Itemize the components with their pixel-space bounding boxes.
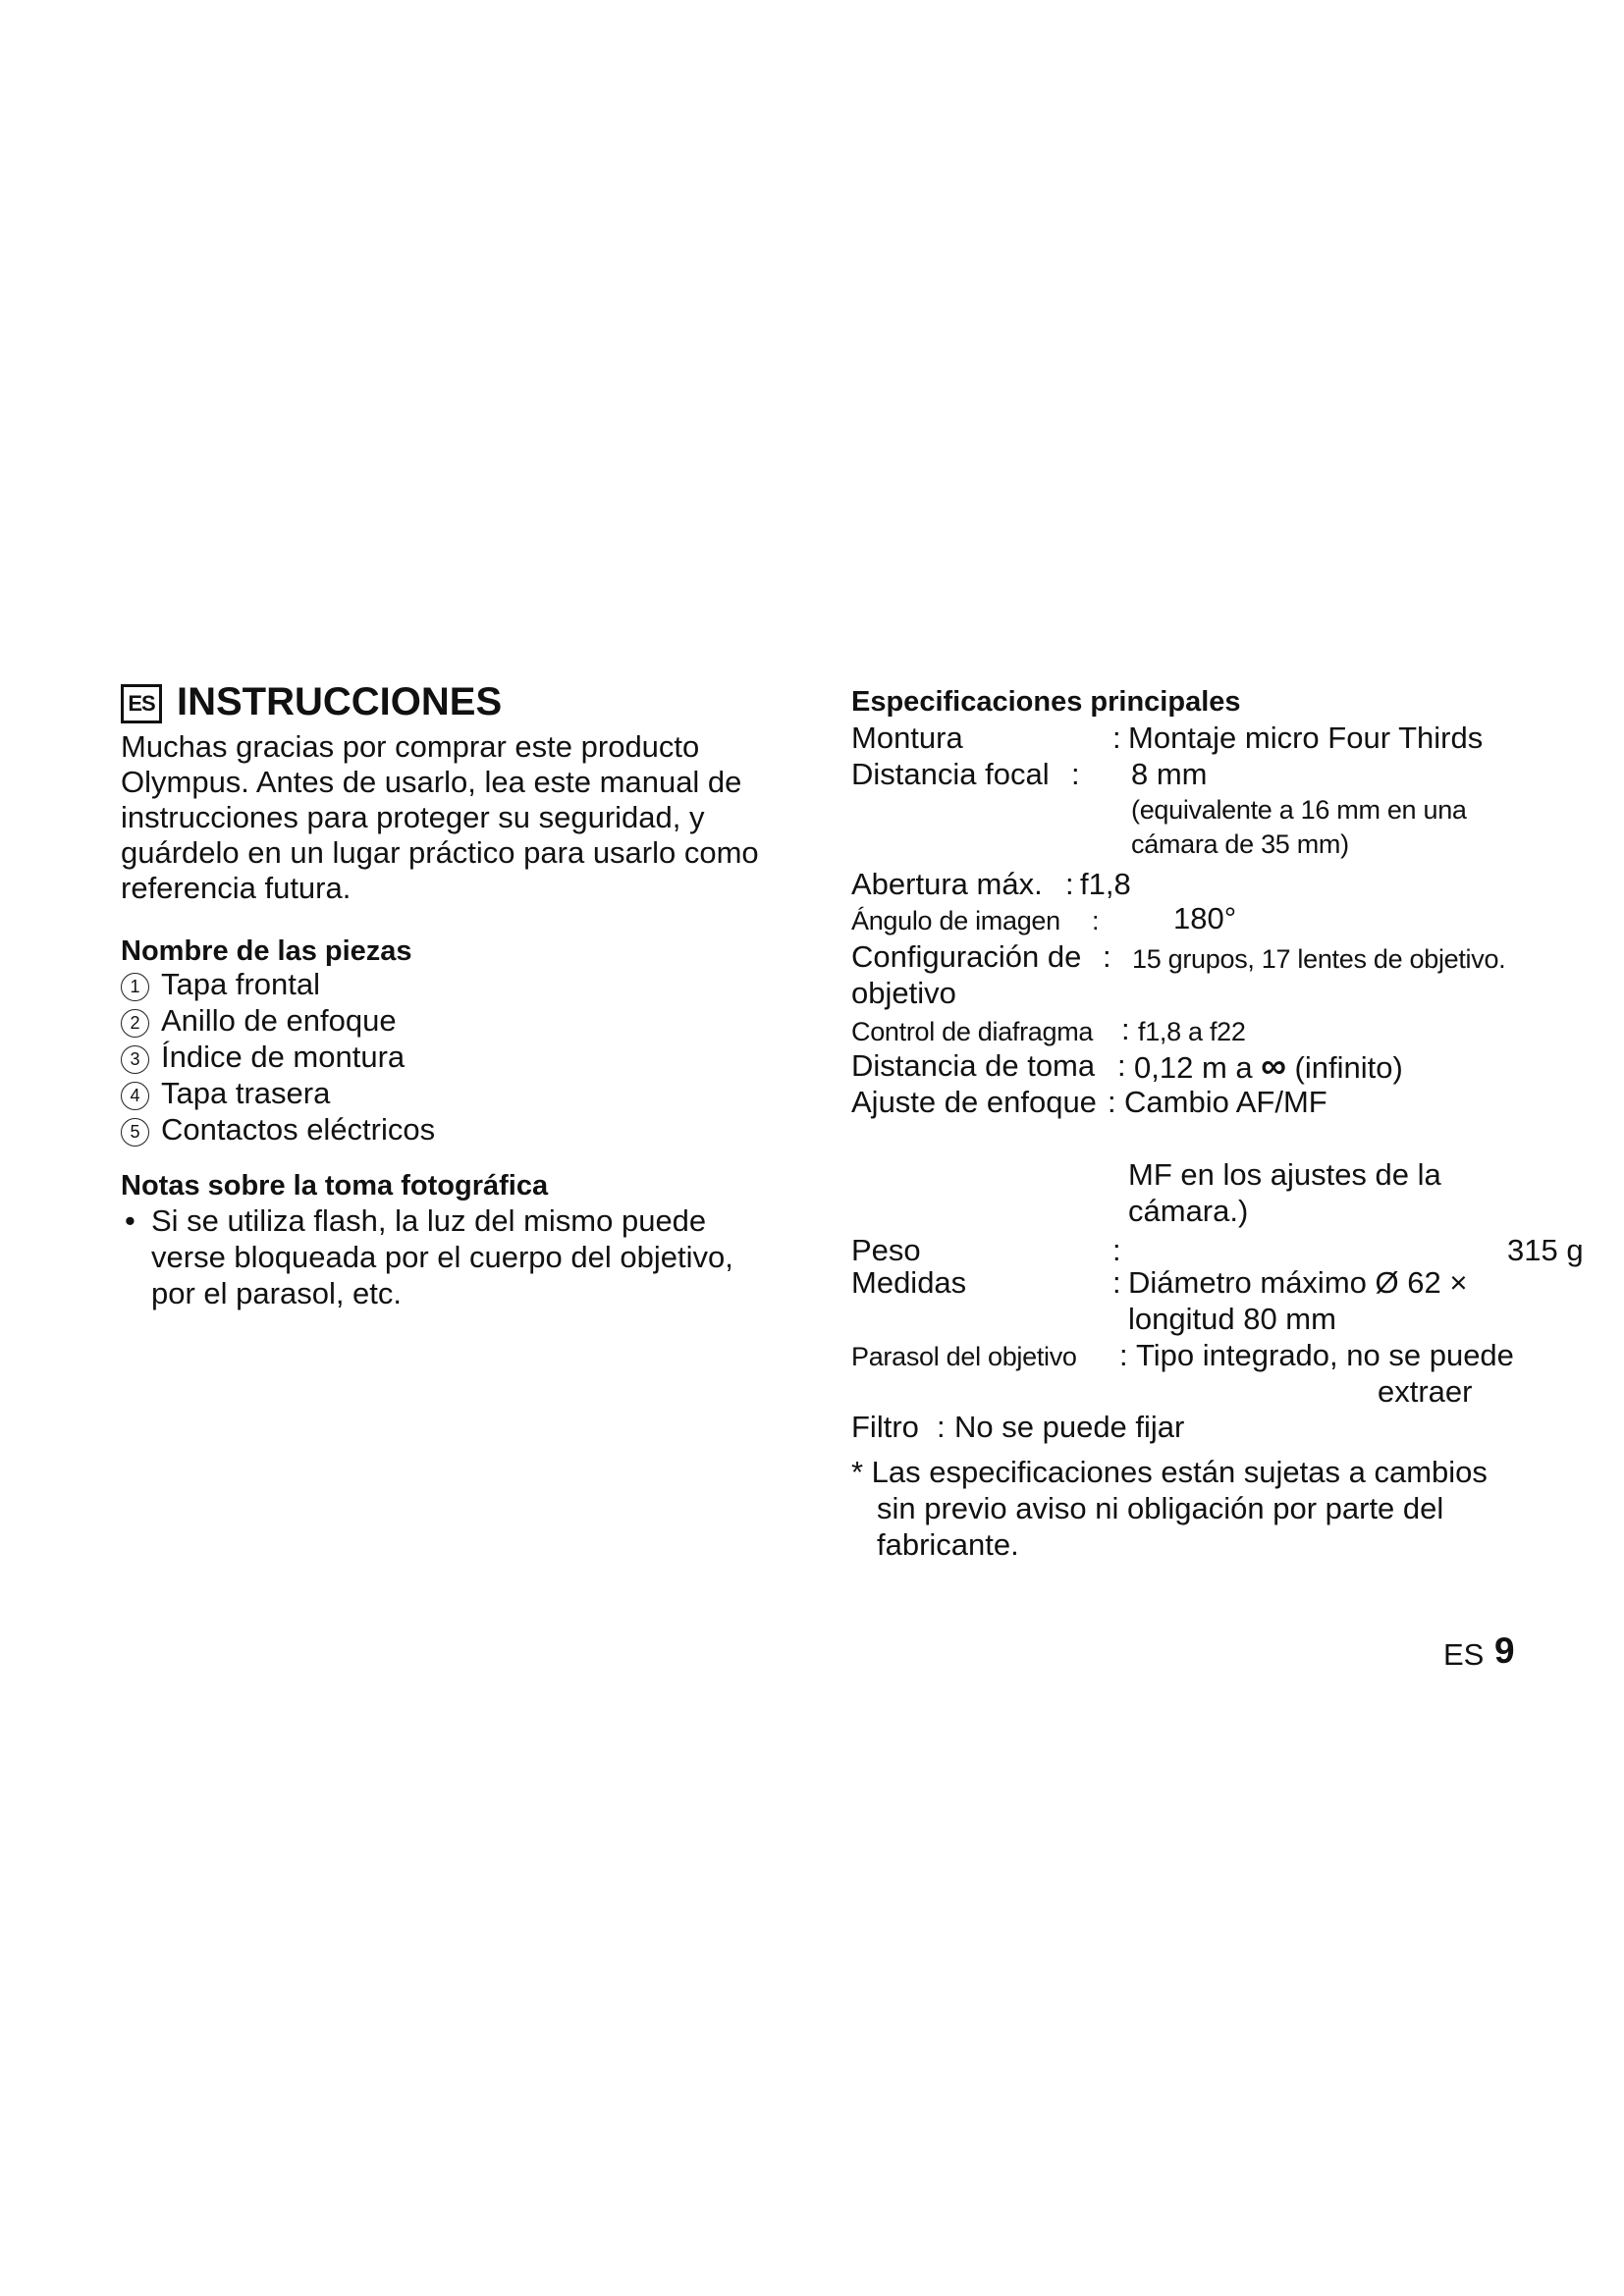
distance-value: 0,12 m a [1134,1050,1253,1085]
list-item [121,1039,435,1075]
spec-value-parasol-cont: extraer [1378,1374,1473,1409]
notes-line: Si se utiliza flash, la luz del mismo puede [151,1203,707,1238]
spec-value-filtro: No se puede fijar [954,1410,1185,1444]
spec-label-filtro: Filtro [851,1410,919,1444]
circled-number: 4 [121,1082,149,1110]
part-label: Contactos eléctricos [161,1112,436,1147]
spec-label-configuracion-cont: objetivo [851,976,956,1010]
spec-value-abertura: f1,8 [1080,867,1131,901]
spec-colon: : [1108,1085,1116,1119]
spec-label-control: Control de diafragma [851,1017,1094,1046]
spec-colon: : [1103,939,1111,974]
spec-label-distancia-toma: Distancia de toma [851,1048,1096,1083]
specs-heading: Especificaciones principales [851,686,1241,718]
spec-value-ajuste: Cambio AF/MF [1124,1085,1327,1119]
spec-colon: : [1112,1233,1121,1267]
spec-value-medidas-cont: longitud 80 mm [1128,1302,1336,1336]
language-badge: ES [121,684,162,723]
spec-label-ajuste: Ajuste de enfoque [851,1085,1097,1119]
circled-number: 3 [121,1045,149,1074]
intro-line: Olympus. Antes de usarlo, lea este manual de [121,765,742,799]
spec-value-montura: Montaje micro Four Thirds [1128,721,1484,755]
bullet-icon: • [125,1203,135,1238]
parts-list [121,966,435,1148]
spec-value-ajuste-cont: cámara.) [1128,1194,1249,1228]
spec-colon: : [937,1410,946,1444]
notes-line: por el parasol, etc. [151,1276,403,1310]
page-title: INSTRUCCIONES [177,680,503,723]
spec-label-configuracion: Configuración de [851,939,1082,974]
spec-colon: : [1119,1338,1128,1372]
spec-colon: : [1065,867,1074,901]
spec-value-distancia-toma [1134,1047,1403,1086]
notes-line: verse bloqueada por el cuerpo del objetivo, [151,1240,733,1274]
spec-note: cámara de 35 mm) [1131,829,1349,859]
footnote-line: fabricante. [877,1527,1019,1562]
list-item [121,1002,435,1039]
circled-number: 1 [121,973,149,1001]
spec-note: (equivalente a 16 mm en una [1131,795,1467,825]
notes-heading: Notas sobre la toma fotográfica [121,1170,549,1201]
page-language-label: ES [1443,1637,1485,1672]
spec-label-parasol: Parasol del objetivo [851,1342,1077,1371]
spec-value-parasol: Tipo integrado, no se puede [1136,1338,1514,1372]
circled-number: 5 [121,1118,149,1147]
intro-paragraph [121,729,759,906]
spec-colon: : [1112,721,1121,755]
spec-label-montura: Montura [851,721,963,755]
spec-colon: : [1117,1048,1126,1083]
parts-heading: Nombre de las piezas [121,935,412,967]
footnote-line: * Las especificaciones están sujetas a cambios [851,1455,1488,1489]
intro-line: referencia futura. [121,871,352,905]
part-label: Tapa frontal [161,967,320,1001]
part-label: Anillo de enfoque [161,1003,397,1038]
spec-label-abertura: Abertura máx. [851,867,1043,901]
spec-label-angulo: Ángulo de imagen [851,906,1060,935]
spec-value-configuracion: 15 grupos, 17 lentes de objetivo. [1132,944,1506,974]
spec-value-ajuste-cont: MF en los ajustes de la [1128,1157,1441,1192]
intro-line: guárdelo en un lugar práctico para usarlo como [121,835,759,870]
footnote-line: sin previo aviso ni obligación por parte del [877,1491,1444,1525]
list-item [121,966,435,1002]
spec-colon: : [1071,757,1080,791]
list-item [121,1075,435,1111]
distance-note: (infinito) [1294,1050,1403,1085]
spec-value-distancia-focal: 8 mm [1131,757,1208,791]
part-label: Índice de montura [161,1040,406,1074]
spec-value-angulo: 180° [1173,901,1237,935]
part-label: Tapa trasera [161,1076,331,1110]
notes-text [151,1202,733,1311]
spec-colon: : [1112,1265,1121,1300]
spec-label-distancia-focal: Distancia focal [851,757,1050,791]
page-number: 9 [1494,1630,1515,1671]
list-item [121,1111,435,1148]
spec-footnote [851,1454,1488,1563]
spec-label-medidas: Medidas [851,1265,967,1300]
intro-line: Muchas gracias por comprar este producto [121,729,700,764]
intro-line: instrucciones para proteger su seguridad, y [121,800,705,834]
spec-value-control: f1,8 a f22 [1138,1017,1246,1046]
circled-number: 2 [121,1009,149,1038]
spec-label-peso: Peso [851,1233,921,1267]
spec-colon: : [1121,1012,1130,1046]
infinity-icon: ∞ [1261,1045,1286,1086]
spec-value-peso: 315 g [1507,1233,1584,1267]
spec-value-medidas: Diámetro máximo Ø 62 × [1128,1265,1468,1300]
spec-colon: : [1092,906,1100,935]
